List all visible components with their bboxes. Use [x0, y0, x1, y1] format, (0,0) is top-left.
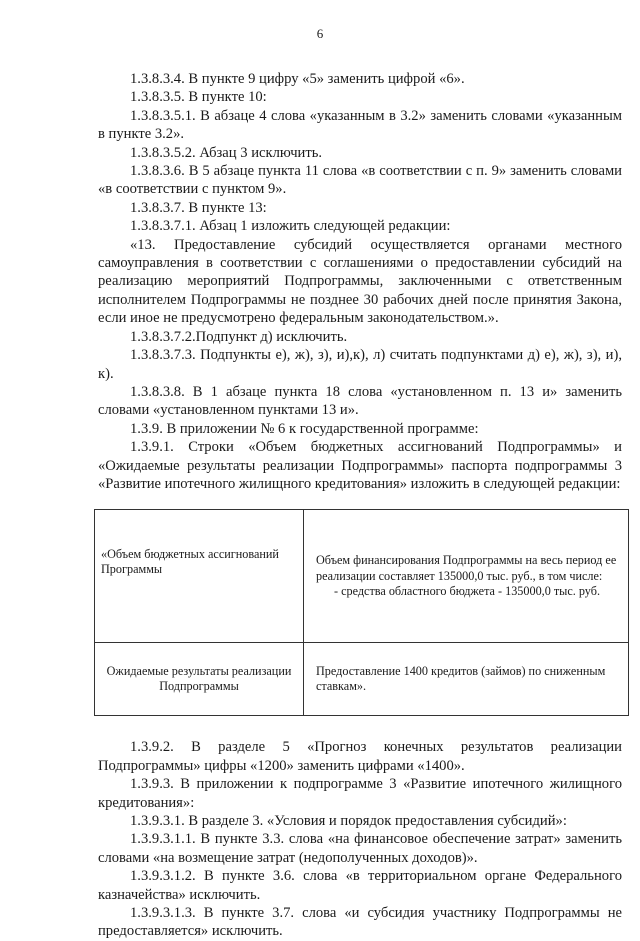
- quoted-paragraph: «13. Предоставление субсидий осуществляется органами местного самоуправления в соответствии с соглашениями о предоставлении субсидий на реализацию мероприятий Подпрограммы, заключенными с ответственным исполнителем Подпрограммы не позднее 30 рабочих дней после принятия Закона, если иное не предусмотрено федеральным законодательством.».: [98, 236, 622, 327]
- table-cell-label: Ожидаемые результаты реализации Подпрограммы: [95, 643, 304, 716]
- paragraph: 1.3.8.3.6. В 5 абзаце пункта 11 слова «в соответствии с п. 9» заменить словами «в соответствии с пунктом 9».: [98, 163, 622, 198]
- paragraph: 1.3.9.3.1.1. В пункте 3.3. слова «на финансовое обеспечение затрат» заменить словами «на возмещение затрат (недополученных доходов)».: [98, 831, 622, 866]
- paragraph: 1.3.8.3.5.2. Абзац 3 исключить.: [130, 144, 323, 161]
- passport-table: [94, 509, 629, 716]
- table-row: [95, 510, 629, 643]
- paragraph: 1.3.9.3. В приложении к подпрограмме 3 «Развитие ипотечного жилищного кредитования»:: [98, 776, 622, 811]
- paragraph: 1.3.8.3.8. В 1 абзаце пункта 18 слова «установленном п. 13 и» заменить словами «установленном пунктами 13 и».: [98, 383, 622, 419]
- paragraph: 1.3.9.3.1.2. В пункте 3.6. слова «в территориальном органе Федерального казначейства» исключить.: [98, 868, 622, 903]
- paragraph: 1.3.8.3.5. В пункте 10:: [130, 89, 267, 106]
- paragraph: 1.3.8.3.7. В пункте 13:: [130, 199, 267, 216]
- paragraph: 1.3.9.3.1. В разделе 3. «Условия и порядок предоставления субсидий»:: [130, 812, 567, 829]
- table-cell-value: Предоставление 1400 кредитов (займов) по сниженным ставкам».: [304, 643, 629, 716]
- paragraph: 1.3.8.3.4. В пункте 9 цифру «5» заменить цифрой «6».: [130, 71, 465, 87]
- table-cell-label: «Объем бюджетных ассигнований Программы: [95, 510, 304, 643]
- table-cell-text: Объем финансирования Подпрограммы на весь период ее реализации составляет 135000,0 тыс. руб., в том числе:: [316, 553, 617, 583]
- table-row: [95, 643, 629, 716]
- document-body: [98, 70, 622, 941]
- paragraph: 1.3.8.3.5.1. В абзаце 4 слова «указанным в 3.2» заменить словами «указанным в пункте 3.2».: [98, 107, 622, 143]
- paragraph: 1.3.9.2. В разделе 5 «Прогноз конечных результатов реализации Подпрограммы» цифры «1200» заменить цифрами «1400».: [98, 739, 622, 774]
- paragraph: 1.3.9.3.1.3. В пункте 3.7. слова «и субсидия участнику Подпрограммы не предоставляется» исключить.: [98, 905, 622, 940]
- table-cell-subitem: - средства областного бюджета - 135000,0 тыс. руб.: [334, 584, 600, 599]
- paragraph: 1.3.9.1. Строки «Объем бюджетных ассигнований Подпрограммы» и «Ожидаемые результаты реализации Подпрограммы» паспорта подпрограммы 3 «Развитие ипотечного жилищного кредитования» изложить в следующей редакции:: [98, 439, 622, 492]
- table-cell-value: [304, 510, 629, 643]
- paragraph: 1.3.9. В приложении № 6 к государственной программе:: [130, 420, 479, 437]
- paragraph: 1.3.8.3.7.1. Абзац 1 изложить следующей редакции:: [130, 218, 451, 235]
- page-number: 6: [316, 26, 324, 41]
- paragraph: 1.3.8.3.7.3. Подпункты е), ж), з), и),к), л) считать подпунктами д) е), ж), з), и), к).: [98, 347, 622, 382]
- paragraph: 1.3.8.3.7.2.Подпункт д) исключить.: [130, 328, 348, 345]
